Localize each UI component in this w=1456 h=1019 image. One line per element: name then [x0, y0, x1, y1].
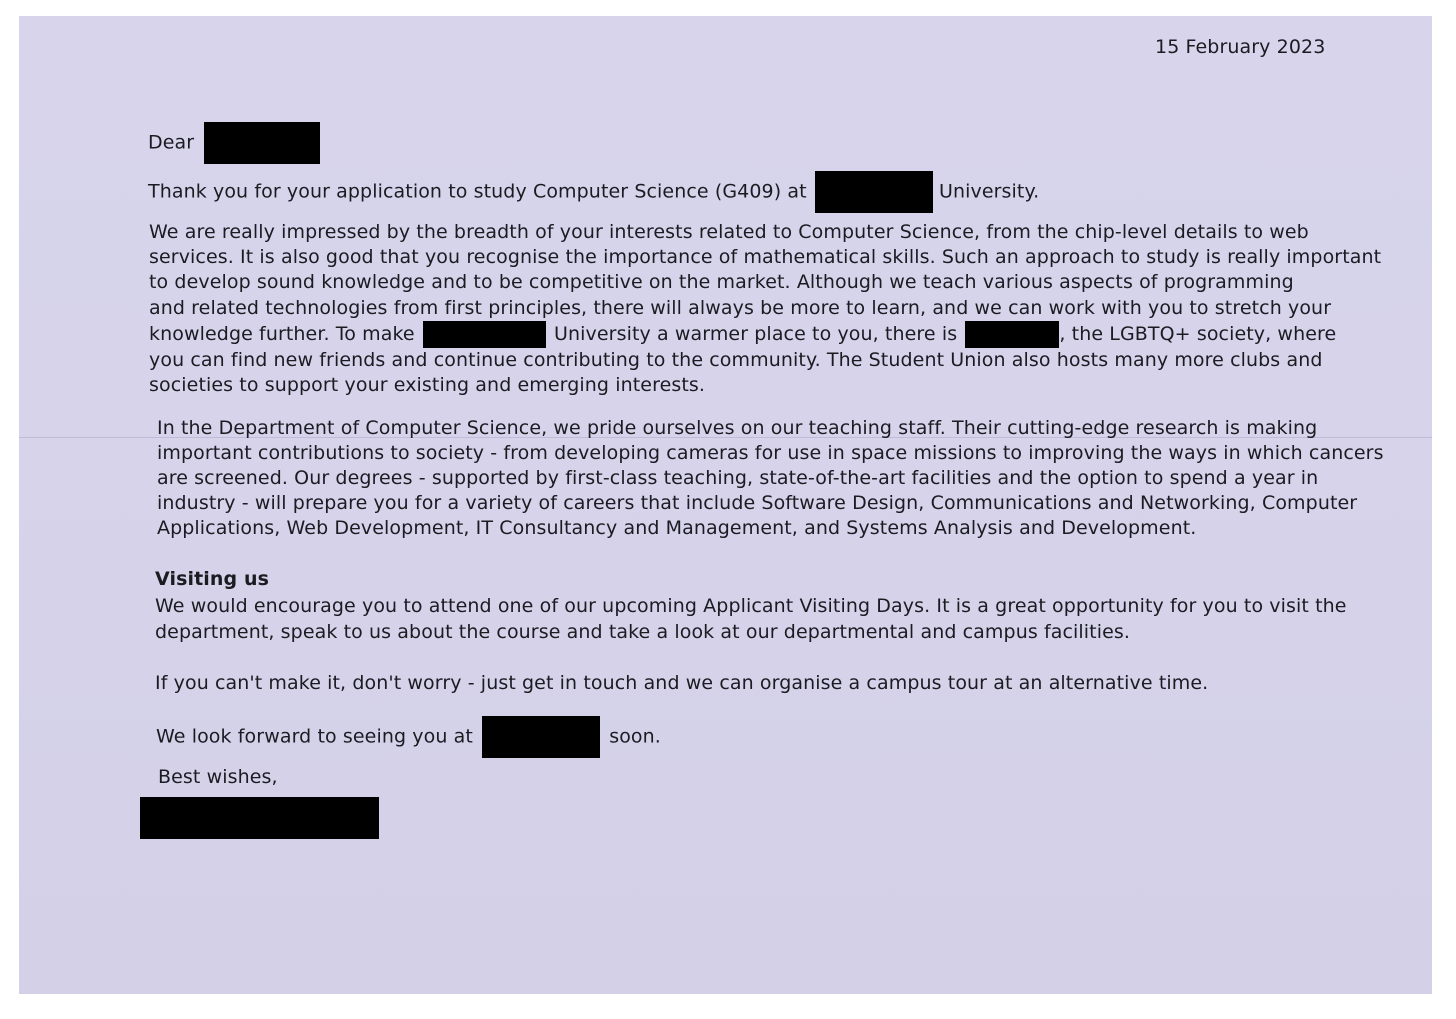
paragraph-line: department, speak to us about the course and take a look at our departmental and campus facilities. — [155, 621, 1131, 643]
redacted-recipient-name — [204, 122, 320, 164]
paragraph-line: to develop sound knowledge and to be competitive on the market. Although we teach various aspects of programming — [149, 271, 1294, 294]
paragraph-text: University a warmer place to you, there is — [554, 322, 958, 345]
paragraph-alternative: If you can't make it, don't worry - just get in touch and we can organise a campus tour at an alternative time. — [155, 672, 1209, 694]
paragraph-visiting — [155, 593, 1347, 645]
salutation-label: Dear — [148, 131, 195, 154]
paragraph-line: you can find new friends and continue contributing to the community. The Student Union also hosts many more clubs and — [149, 348, 1323, 371]
paragraph-line: In the Department of Computer Science, we pride ourselves on our teaching staff. Their cutting-edge research is making — [157, 417, 1318, 439]
visiting-heading: Visiting us — [155, 568, 269, 590]
paragraph-interests — [149, 220, 1381, 398]
paragraph-text: knowledge further. To make — [149, 322, 415, 345]
paragraph-department — [157, 416, 1384, 541]
redacted-university-name — [423, 321, 546, 348]
paragraph-line: industry - will prepare you for a variety of careers that include Software Design, Communications and Networking, Computer — [157, 492, 1358, 514]
redacted-signature — [140, 797, 379, 839]
letter-paper — [19, 16, 1432, 994]
paragraph-line: important contributions to society - from developing cameras for use in space missions to improving the ways in which cancers — [157, 442, 1384, 464]
closing: Best wishes, — [158, 766, 278, 788]
paragraph-line — [149, 321, 1381, 348]
paragraph-look-forward — [156, 716, 661, 758]
redacted-university-name — [482, 716, 600, 758]
paragraph-line: and related technologies from first principles, there will always be more to learn, and we can work with you to stretch your — [149, 296, 1332, 319]
paragraph-line: societies to support your existing and emerging interests. — [149, 374, 706, 397]
paragraph-line: We are really impressed by the breadth of your interests related to Computer Science, from the chip-level details to web — [149, 221, 1309, 243]
paragraph-text: , the LGBTQ+ society, where — [1059, 322, 1337, 345]
paragraph-line: Applications, Web Development, IT Consultancy and Management, and Systems Analysis and Development. — [157, 517, 1197, 539]
salutation — [148, 122, 320, 164]
intro-text: Thank you for your application to study Computer Science (G409) at — [148, 180, 807, 203]
paragraph-line: services. It is also good that you recognise the importance of mathematical skills. Such an approach to study is really important — [149, 246, 1382, 269]
paragraph-line: We would encourage you to attend one of our upcoming Applicant Visiting Days. It is a great opportunity for you to visit the — [155, 595, 1347, 617]
intro-text-end: University. — [938, 180, 1040, 203]
letter-date: 15 February 2023 — [1155, 36, 1326, 58]
redacted-society-name — [965, 321, 1059, 348]
paragraph-line: are screened. Our degrees - supported by first-class teaching, state-of-the-art facilities and the option to spend a year in — [157, 467, 1319, 489]
paragraph-text: soon. — [609, 725, 661, 748]
intro-line — [148, 171, 1039, 213]
paragraph-text: We look forward to seeing you at — [156, 725, 473, 748]
redacted-university-name — [815, 171, 933, 213]
